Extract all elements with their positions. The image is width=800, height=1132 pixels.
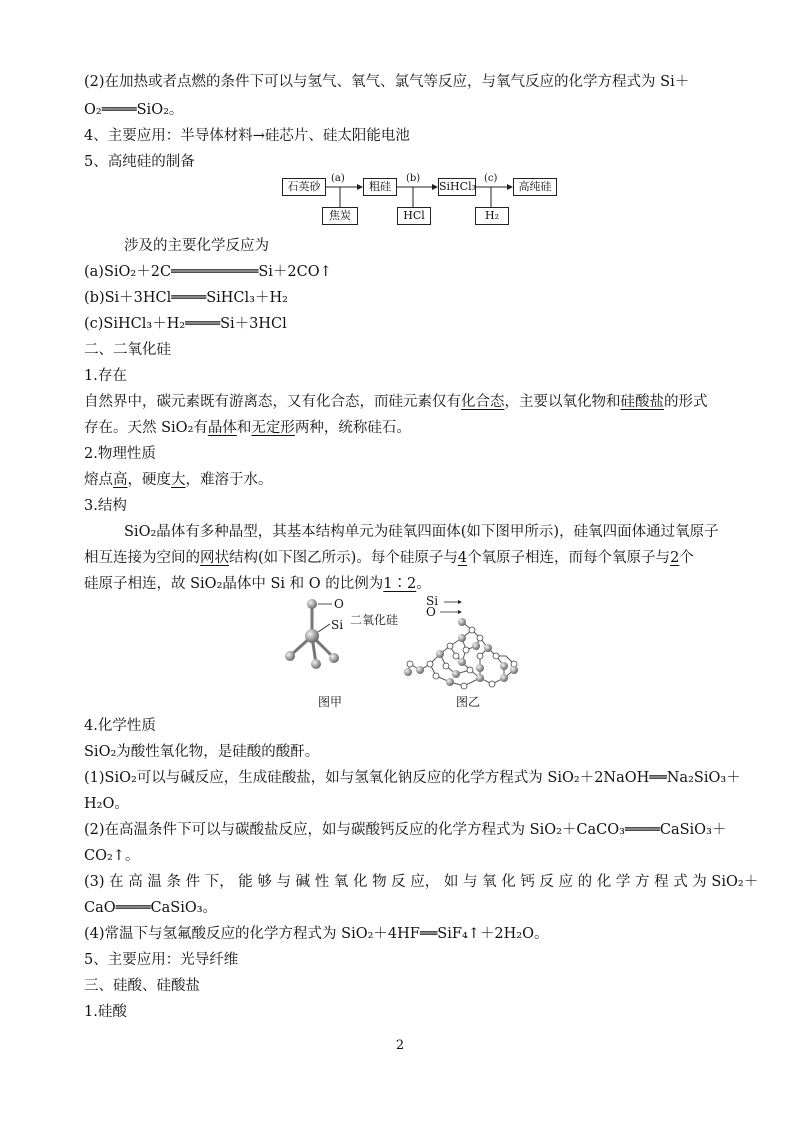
sio2-structure-illustration: [280, 590, 540, 710]
structure-figures: [280, 590, 540, 710]
text-line: SiO₂晶体有多种晶型，其基本结构单元为硅氧四面体(如下图甲所示)，硅氧四面体通过氧原子: [124, 524, 719, 540]
text-span: 和: [236, 420, 252, 436]
figure-title: 二氧化硅: [350, 613, 399, 627]
text-span: 相互连接为空间的: [84, 550, 200, 566]
text-line: H₂O。: [84, 796, 129, 812]
text-line: O₂════SiO₂。: [84, 102, 184, 118]
subheading: 4.化学性质: [84, 718, 156, 734]
step-label: (a): [331, 173, 345, 184]
text-span: 的形式: [664, 394, 708, 410]
underlined-answer: 高: [113, 472, 128, 488]
underlined-answer: 4: [457, 550, 468, 566]
flow-box-crude-si: 粗硅: [363, 178, 397, 196]
text-line: 5、主要应用：光导纤维: [84, 952, 239, 968]
text-line: [84, 470, 273, 490]
flow-reagent-hcl: HCl: [397, 207, 431, 225]
o-label: O: [426, 605, 436, 619]
si-label: Si: [426, 594, 439, 608]
text-span: 结构(如下图乙所示)。每个硅原子与: [229, 550, 458, 566]
text-line: (1)SiO₂可以与碱反应，生成硅酸盐，如与氢氧化钠反应的化学方程式为 SiO₂＋2NaOH══Na₂SiO₃＋: [84, 770, 741, 786]
step-label: (c): [484, 173, 498, 184]
flow-box-quartz: 石英砂: [282, 178, 326, 196]
subheading: 2.物理性质: [84, 446, 156, 462]
text-line: 4、主要应用：半导体材料→硅芯片、硅太阳能电池: [84, 128, 410, 144]
text-line: (2)在加热或者点燃的条件下可以与氢气、氧气、氯气等反应，与氧气反应的化学方程式为 Si＋: [84, 74, 690, 90]
step-label: (b): [406, 173, 421, 184]
text-line: [84, 548, 694, 568]
subheading: 1.存在: [84, 368, 127, 384]
section-heading: 5、高纯硅的制备: [84, 154, 195, 170]
text-line: [84, 418, 411, 438]
text-span: ，主要以氧化物和: [504, 394, 621, 410]
text-span: ，难溶于水。: [185, 472, 273, 488]
underlined-answer: 化合态: [461, 394, 505, 410]
silicon-prep-flowchart: [0, 170, 800, 230]
text-span: 存在。天然 SiO₂有: [84, 420, 208, 436]
text-line: (4)常温下与氢氟酸反应的化学方程式为 SiO₂＋4HF══SiF₄↑＋2H₂O。: [84, 926, 549, 942]
section-heading: 二、二氧化硅: [84, 342, 171, 358]
subheading: 3.结构: [84, 498, 127, 514]
text-line: 涉及的主要化学反应为: [124, 238, 269, 254]
text-span: 两种，统称硅石。: [294, 420, 411, 436]
text-line: SiO₂为酸性氧化物，是硅酸的酸酐。: [84, 744, 320, 760]
o-label: O: [334, 597, 344, 611]
subheading: 1.硅酸: [84, 1004, 127, 1020]
underlined-answer: 网状: [200, 550, 229, 566]
underlined-answer: 晶体: [207, 420, 237, 436]
text-span: 硅原子相连，故 SiO₂晶体中 Si 和 O 的比例为: [84, 576, 384, 592]
text-span: 自然界中，碳元素既有游离态，又有化合态，而硅元素仅有: [84, 394, 461, 410]
text-span: 个: [679, 550, 694, 566]
text-line: CO₂↑。: [84, 848, 140, 864]
underlined-answer: 1∶2: [383, 576, 417, 592]
flow-reagent-h2: H₂: [475, 207, 509, 225]
flow-box-pure-si: 高纯硅: [513, 178, 557, 196]
underlined-answer: 2: [670, 550, 680, 566]
text-span: ，硬度: [127, 472, 171, 488]
equation: (c)SiHCl₃＋H₂════Si＋3HCl: [84, 316, 287, 332]
text-line: (2)在高温条件下可以与碳酸盐反应，如与碳酸钙反应的化学方程式为 SiO₂＋CaCO₃════CaSiO₃＋: [84, 822, 727, 838]
text-line: CaO════CaSiO₃。: [84, 900, 218, 916]
text-span: 。: [416, 576, 431, 592]
caption-jia: 图甲: [318, 695, 343, 709]
caption-yi: 图乙: [456, 695, 481, 709]
underlined-answer: 大: [171, 472, 186, 488]
page-number: 2: [395, 1038, 405, 1053]
equation: (b)Si＋3HCl════SiHCl₃＋H₂: [84, 290, 288, 306]
text-span: 个氧原子相连，而每个氧原子与: [467, 550, 671, 566]
flow-box-sihcl3: SiHCl₃: [438, 178, 476, 196]
section-heading: 三、硅酸、硅酸盐: [84, 978, 200, 994]
text-span: 熔点: [84, 472, 113, 488]
equation: (a)SiO₂＋2C══════════Si＋2CO↑: [84, 264, 332, 280]
underlined-answer: 硅酸盐: [620, 394, 664, 410]
text-line: (3) 在 高 温 条 件 下， 能 够 与 碱 性 氧 化 物 反 应， 如 与 氧 化 钙 反 应 的 化 学 方 程 式 为 SiO₂＋: [84, 874, 759, 890]
si-label: Si: [331, 618, 344, 632]
text-line: [84, 392, 708, 412]
flow-reagent-coke: 焦炭: [322, 207, 358, 225]
underlined-answer: 无定形: [251, 420, 295, 436]
